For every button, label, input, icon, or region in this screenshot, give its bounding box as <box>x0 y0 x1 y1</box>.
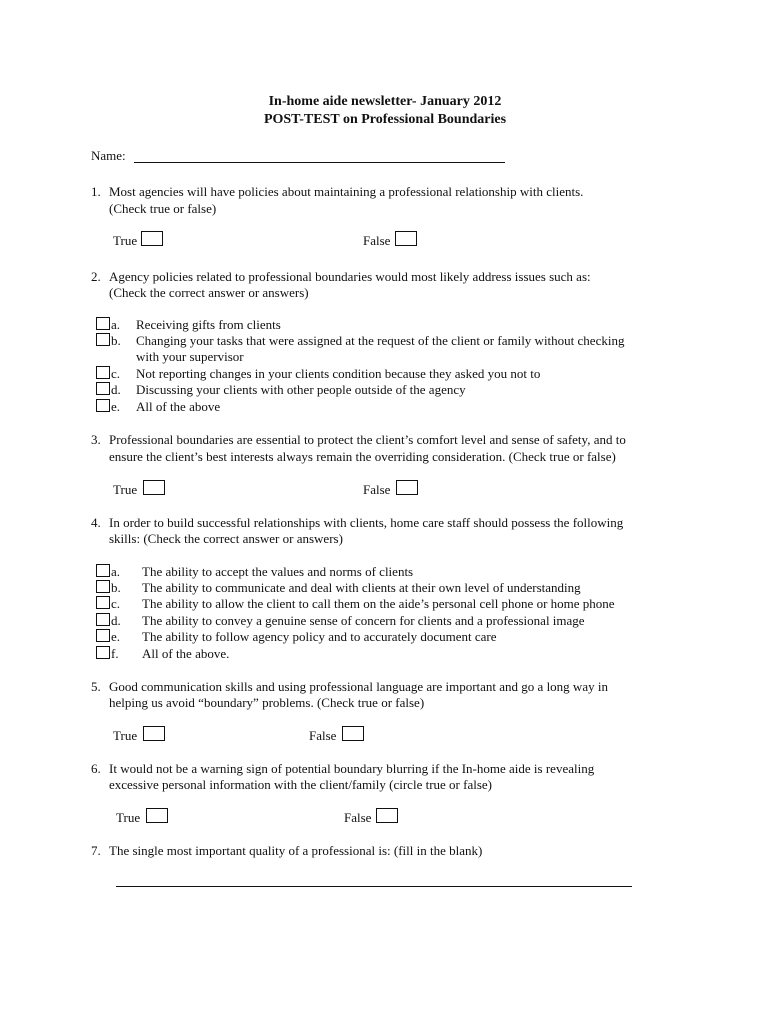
question-6-true-checkbox[interactable] <box>146 808 168 823</box>
question-4-option-d-text: The ability to convey a genuine sense of concern for clients and a professional image <box>142 613 585 628</box>
question-1-number: 1. <box>91 184 101 199</box>
question-1-true-label: True <box>113 233 138 248</box>
question-3-text: Professional boundaries are essential to protect the client’s comfort level and sense of safety, and to <box>109 432 626 447</box>
question-4-option-b-letter: b. <box>111 580 121 595</box>
question-4-text-continued: skills: (Check the correct answer or answers) <box>109 531 343 546</box>
question-2-option-a-checkbox[interactable] <box>96 317 110 330</box>
question-2-option-c-text: Not reporting changes in your clients condition because they asked you not to <box>136 366 541 381</box>
question-1-false-checkbox[interactable] <box>395 231 417 246</box>
question-1-true-checkbox[interactable] <box>141 231 163 246</box>
question-2-option-b-checkbox[interactable] <box>96 333 110 346</box>
newsletter-title: In-home aide newsletter- January 2012 <box>268 94 502 109</box>
test-subtitle: POST-TEST on Professional Boundaries <box>263 112 507 127</box>
question-5-false-label: False <box>309 728 337 743</box>
question-3-true-label: True <box>113 482 138 497</box>
question-4-option-c-checkbox[interactable] <box>96 596 110 609</box>
question-1-false-label: False <box>363 233 391 248</box>
question-4-option-b-checkbox[interactable] <box>96 580 110 593</box>
question-6-false-checkbox[interactable] <box>376 808 398 823</box>
question-6-text-continued: excessive personal information with the client/family (circle true or false) <box>109 777 492 792</box>
question-1-text: Most agencies will have policies about maintaining a professional relationship with clients. <box>109 184 584 199</box>
question-4-option-e-checkbox[interactable] <box>96 629 110 642</box>
question-2-option-a-text: Receiving gifts from clients <box>136 317 281 332</box>
question-4-option-f-checkbox[interactable] <box>96 646 110 659</box>
question-1-instruction: (Check true or false) <box>109 201 217 216</box>
question-6-false-label: False <box>344 810 372 825</box>
question-6-text: It would not be a warning sign of potential boundary blurring if the In-home aide is revealing <box>109 761 595 776</box>
question-3-number: 3. <box>91 432 101 447</box>
question-2-option-d-text: Discussing your clients with other people outside of the agency <box>136 382 466 397</box>
question-5-true-label: True <box>113 728 138 743</box>
question-2-option-c-checkbox[interactable] <box>96 366 110 379</box>
question-3-true-checkbox[interactable] <box>143 480 165 495</box>
question-4-option-a-letter: a. <box>111 564 121 579</box>
question-4-option-f-letter: f. <box>111 646 119 661</box>
question-5-true-checkbox[interactable] <box>143 726 165 741</box>
question-7-answer-blank[interactable] <box>116 886 632 887</box>
name-label: Name: <box>91 148 126 163</box>
question-3-text-continued: ensure the client’s best interests always remain the overriding consideration. (Check true or false) <box>109 449 616 464</box>
question-4-option-d-letter: d. <box>111 613 121 628</box>
question-5-text-continued: helping us avoid “boundary” problems. (Check true or false) <box>109 695 425 710</box>
question-4-number: 4. <box>91 515 101 530</box>
question-3-false-label: False <box>363 482 391 497</box>
question-6-number: 6. <box>91 761 101 776</box>
question-2-option-b-letter: b. <box>111 333 121 348</box>
question-6-true-label: True <box>116 810 141 825</box>
question-4-option-a-checkbox[interactable] <box>96 564 110 577</box>
question-2-option-e-checkbox[interactable] <box>96 399 110 412</box>
question-2-option-e-text: All of the above <box>136 399 221 414</box>
question-2-number: 2. <box>91 269 101 284</box>
question-2-option-b-text-continued: with your supervisor <box>136 349 244 364</box>
question-2-option-e-letter: e. <box>111 399 121 414</box>
question-7-text: The single most important quality of a professional is: (fill in the blank) <box>109 843 483 858</box>
question-4-option-c-text: The ability to allow the client to call them on the aide’s personal cell phone or home phone <box>142 596 615 611</box>
question-4-text: In order to build successful relationships with clients, home care staff should possess the following <box>109 515 624 530</box>
question-5-number: 5. <box>91 679 101 694</box>
question-2-option-d-checkbox[interactable] <box>96 382 110 395</box>
question-5-false-checkbox[interactable] <box>342 726 364 741</box>
question-3-false-checkbox[interactable] <box>396 480 418 495</box>
question-4-option-e-text: The ability to follow agency policy and to accurately document care <box>142 629 497 644</box>
question-4-option-e-letter: e. <box>111 629 121 644</box>
question-5-text: Good communication skills and using professional language are important and go a long way in <box>109 679 608 694</box>
question-7-number: 7. <box>91 843 101 858</box>
question-4-option-b-text: The ability to communicate and deal with clients at their own level of understanding <box>142 580 581 595</box>
question-4-option-a-text: The ability to accept the values and norms of clients <box>142 564 414 579</box>
question-4-option-d-checkbox[interactable] <box>96 613 110 626</box>
question-2-option-b-text: Changing your tasks that were assigned at the request of the client or family without checking <box>136 333 625 348</box>
question-2-option-a-letter: a. <box>111 317 121 332</box>
question-2-instruction: (Check the correct answer or answers) <box>109 285 309 300</box>
question-2-text: Agency policies related to professional boundaries would most likely address issues such as: <box>109 269 591 284</box>
name-blank[interactable] <box>134 162 505 163</box>
question-2-option-c-letter: c. <box>111 366 121 381</box>
question-4-option-c-letter: c. <box>111 596 121 611</box>
question-4-option-f-text: All of the above. <box>142 646 230 661</box>
question-2-option-d-letter: d. <box>111 382 121 397</box>
